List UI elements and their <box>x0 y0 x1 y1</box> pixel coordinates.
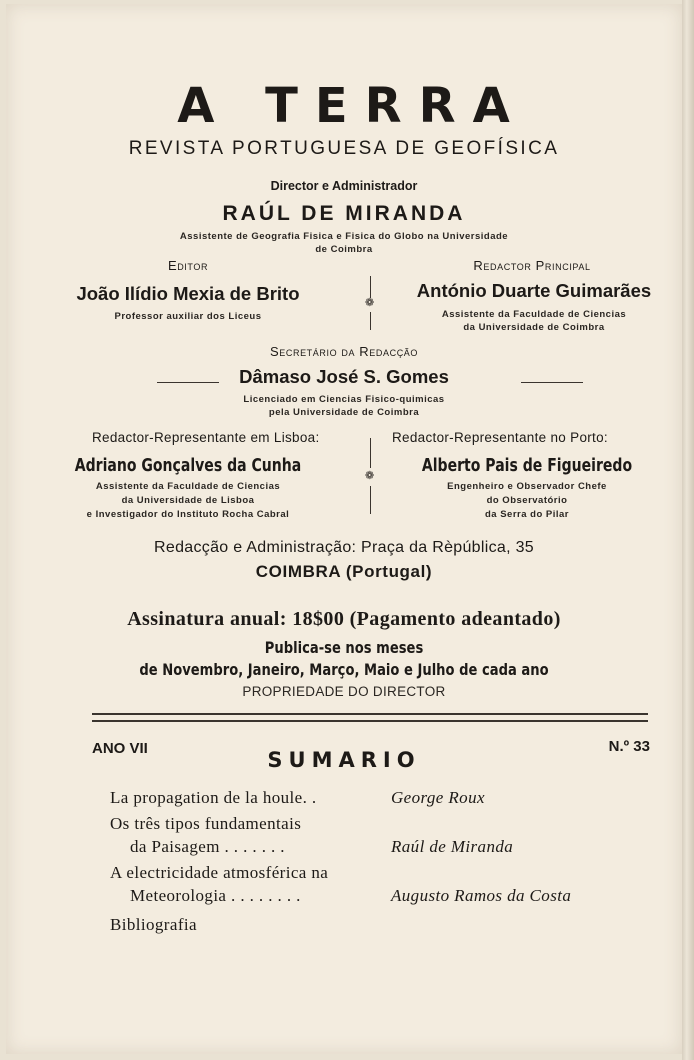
toc-item-3-title-cont: Meteorologia . . . . . . . . <box>130 886 301 905</box>
redactor-principal-note-1: Assistente da Faculdade de Ciencias <box>441 309 627 320</box>
journal-title: A TERRA <box>177 78 527 134</box>
editor-name: João Ilídio Mexia de Brito <box>76 283 300 304</box>
rule-right <box>521 382 583 383</box>
address-line: Redacção e Administração: Praça da Rèpública, 35 <box>154 539 534 556</box>
ornament-icon: ❁ <box>365 297 375 309</box>
director-name: RAÚL DE MIRANDA <box>222 202 466 225</box>
issue-year: ANO VII <box>92 740 148 757</box>
page-edge <box>682 0 694 1060</box>
rep-porto-name: Alberto Pais de Figueiredo <box>421 455 633 476</box>
toc-item-2-title: Os três tipos fundamentais <box>110 814 302 833</box>
secretario-note-1: Licenciado em Ciencias Fisico-quimicas <box>243 394 445 405</box>
rep-lisboa-name: Adriano Gonçalves da Cunha <box>74 455 302 476</box>
rep-porto-note-2: do Observatório <box>486 495 568 506</box>
journal-subtitle: REVISTA PORTUGUESA DE GEOFÍSICA <box>128 138 560 159</box>
rep-porto-name-wrap <box>372 455 682 476</box>
editor-role: Editor <box>167 258 209 273</box>
rep-porto-note-3: da Serra do Pilar <box>484 509 569 520</box>
rep-divider-top <box>370 438 371 468</box>
redactor-principal-name: António Duarte Guimarães <box>416 280 652 301</box>
director-note-2: de Coimbra <box>315 244 373 255</box>
rep-lisboa-note-2: da Universidade de Lisboa <box>121 495 255 506</box>
subscription-price: Assinatura anual: 18$00 (Pagamento adeantado) <box>127 608 561 630</box>
editor-note: Professor auxiliar dos Liceus <box>114 311 262 322</box>
issue-number: N.º 33 <box>608 738 650 755</box>
rule-bottom <box>92 720 648 722</box>
toc-item-3-author: Augusto Ramos da Costa <box>391 886 572 905</box>
secretario-role: Secretário da Redacção <box>270 344 418 359</box>
toc-item-1-author: George Roux <box>391 788 485 807</box>
subscription-line-3-wrap <box>6 660 682 679</box>
summary-title: SUMARIO <box>267 748 421 772</box>
ownership-note: PROPRIEDADE DO DIRECTOR <box>242 684 446 699</box>
toc-item-1-title: La propagation de la houle. . <box>110 788 317 807</box>
ornament-icon: ❁ <box>365 470 375 482</box>
rep-divider-bottom <box>370 486 371 514</box>
address-city: COIMBRA (Portugal) <box>255 562 433 581</box>
toc-item-3-title: A electricidade atmosférica na <box>110 863 329 882</box>
column-divider-bottom <box>370 312 371 330</box>
rep-lisboa-name-wrap <box>6 455 370 476</box>
rep-porto-note-1: Engenheiro e Observador Chefe <box>447 481 607 492</box>
director-note-1: Assistente de Geografia Fisica e Fisica do Globo na Universidade <box>179 231 509 242</box>
rep-porto-role: Redactor-Representante no Porto: <box>392 430 608 445</box>
toc-item-4-title: Bibliografia <box>110 915 197 934</box>
rule-top <box>92 713 648 715</box>
secretario-note-2: pela Universidade de Coimbra <box>268 407 420 418</box>
rep-lisboa-role: Redactor-Representante em Lisboa: <box>92 430 320 445</box>
subscription-line-2-wrap <box>6 638 682 657</box>
redactor-principal-note-2: da Universidade de Coimbra <box>463 322 605 333</box>
redactor-principal-role: Redactor Principal <box>473 258 591 273</box>
column-divider-top <box>370 276 371 298</box>
subscription-line-3: de Novembro, Janeiro, Março, Maio e Julho de cada ano <box>139 660 549 679</box>
toc-item-2-author: Raúl de Miranda <box>391 837 514 856</box>
rep-lisboa-note-3: e Investigador do Instituto Rocha Cabral <box>86 509 290 520</box>
subscription-line-2: Publica-se nos meses <box>264 638 424 657</box>
secretario-name: Dâmaso José S. Gomes <box>239 366 449 387</box>
toc-item-2-title-cont: da Paisagem . . . . . . . <box>130 837 285 856</box>
rep-lisboa-note-1: Assistente da Faculdade de Ciencias <box>95 481 281 492</box>
director-role: Director e Administrador <box>270 179 418 193</box>
journal-cover-page <box>6 4 682 1054</box>
